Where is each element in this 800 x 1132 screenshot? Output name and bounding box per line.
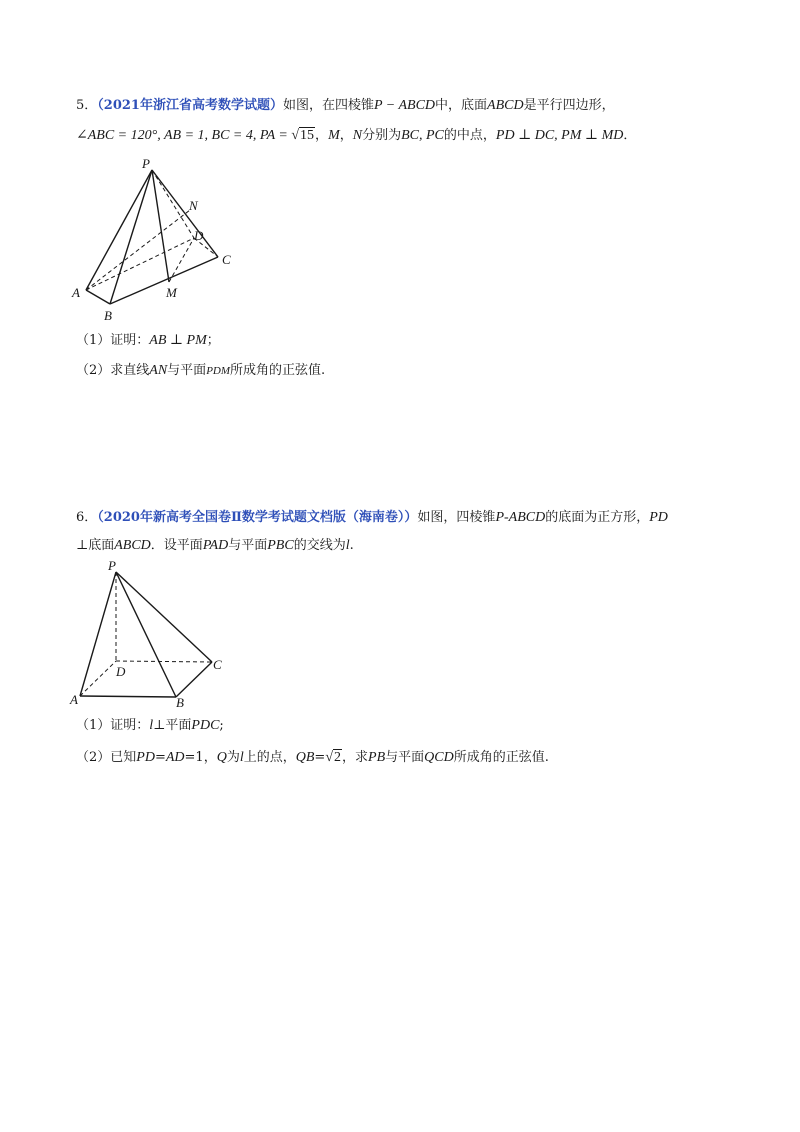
math: P-ABCD — [495, 510, 546, 525]
problem6-line1 — [76, 508, 668, 528]
math: 15 — [300, 128, 315, 143]
problem5-source[interactable]: （2021年浙江省高考数学试题） — [97, 98, 283, 113]
text: 分别为 — [362, 128, 402, 143]
math: P − ABCD — [373, 98, 436, 113]
label-B: B — [176, 695, 184, 710]
math: PD ⊥ DC, PM ⊥ MD — [495, 128, 624, 143]
problem5-number: 5． — [76, 98, 98, 113]
math: PD — [649, 510, 668, 525]
text: 与平面 — [228, 538, 268, 553]
text: 与平面 — [167, 363, 207, 378]
text: 的底面为正方形， — [545, 510, 650, 525]
label-M: M — [166, 285, 177, 300]
text: 与平面 — [385, 750, 425, 765]
problem6-source[interactable]: （2020年新高考全国卷Ⅱ数学考试题文档版（海南卷）） — [97, 510, 418, 525]
text: 所成角的正弦值. — [453, 750, 549, 765]
label-A: A — [70, 692, 78, 707]
math: PAD — [202, 538, 229, 553]
text: 为 — [226, 750, 240, 765]
text: ， — [339, 128, 353, 143]
label-C: C — [213, 657, 222, 672]
label-A: A — [72, 285, 80, 300]
label-B: B — [104, 308, 112, 323]
text: 上的点， — [243, 750, 296, 765]
text: ． — [623, 128, 637, 143]
problem5-q1 — [76, 331, 220, 351]
problem6-line2 — [76, 536, 354, 556]
text: ; — [219, 718, 224, 733]
math: PB — [368, 750, 386, 765]
pyramid-figure-6 — [66, 558, 236, 710]
text: ，求 — [342, 750, 369, 765]
math: ABCD — [487, 98, 524, 113]
math: AN — [149, 363, 168, 378]
math: PDM — [206, 365, 231, 377]
math: M — [328, 128, 340, 143]
problem5-line2: ∠ABC = 120°, AB = 1, BC = 4, PA = √15，M，N分别为BC, PC的中点，PD ⊥ DC, PM ⊥ MD． — [76, 128, 637, 143]
label-P: P — [142, 156, 150, 171]
text: = — [314, 750, 326, 765]
math: PBC — [267, 538, 294, 553]
text: ⊥平面 — [153, 718, 192, 733]
text: （2）求直线 — [76, 363, 150, 378]
problem6-q1 — [76, 716, 224, 736]
math: QB — [295, 750, 315, 765]
text: ⊥底面 — [76, 538, 115, 553]
math: l — [239, 750, 244, 765]
math: ABCD — [114, 538, 151, 553]
text: 的中点， — [443, 128, 496, 143]
math: QCD — [424, 750, 454, 765]
text: （1）证明： — [76, 718, 150, 733]
problem6-q2: （2）已知PD=AD=1，Q为l上的点，QB=√2，求PB与平面QCD所成角的正弦值. — [76, 750, 549, 765]
math: l — [149, 718, 154, 733]
label-P: P — [108, 558, 116, 573]
math: Q — [216, 750, 227, 765]
text: =1， — [184, 750, 217, 765]
text: （1）证明： — [76, 333, 150, 348]
math: PDC — [191, 718, 220, 733]
text: . — [349, 538, 354, 553]
problem5-line1 — [76, 96, 615, 116]
label-D: D — [194, 228, 204, 243]
text: ．设平面 — [150, 538, 203, 553]
problem6-number: 6． — [76, 510, 98, 525]
text: ， — [315, 128, 329, 143]
math: 2 — [334, 750, 342, 765]
math: AB ⊥ PM — [149, 333, 207, 348]
label-D: D — [116, 664, 126, 679]
math: N — [352, 128, 363, 143]
text: （2）已知 — [76, 750, 137, 765]
math: l — [345, 538, 350, 553]
text: 如图，四棱锥 — [417, 510, 496, 525]
problem5-q2 — [76, 361, 325, 381]
text: 所成角的正弦值. — [230, 363, 326, 378]
math: AD — [165, 750, 185, 765]
text: = — [154, 750, 166, 765]
math: PD — [136, 750, 155, 765]
math: ∠ABC = 120°, AB = 1, BC = 4, PA = — [76, 128, 292, 143]
math: BC, PC — [401, 128, 444, 143]
text: 中，底面 — [435, 98, 488, 113]
text: 如图，在四棱锥 — [282, 98, 374, 113]
label-N: N — [189, 198, 198, 213]
pyramid-figure-5 — [66, 154, 246, 324]
label-C: C — [222, 252, 231, 267]
text: 是平行四边形， — [523, 98, 615, 113]
text: ； — [206, 333, 220, 348]
text: 的交线为 — [293, 538, 346, 553]
